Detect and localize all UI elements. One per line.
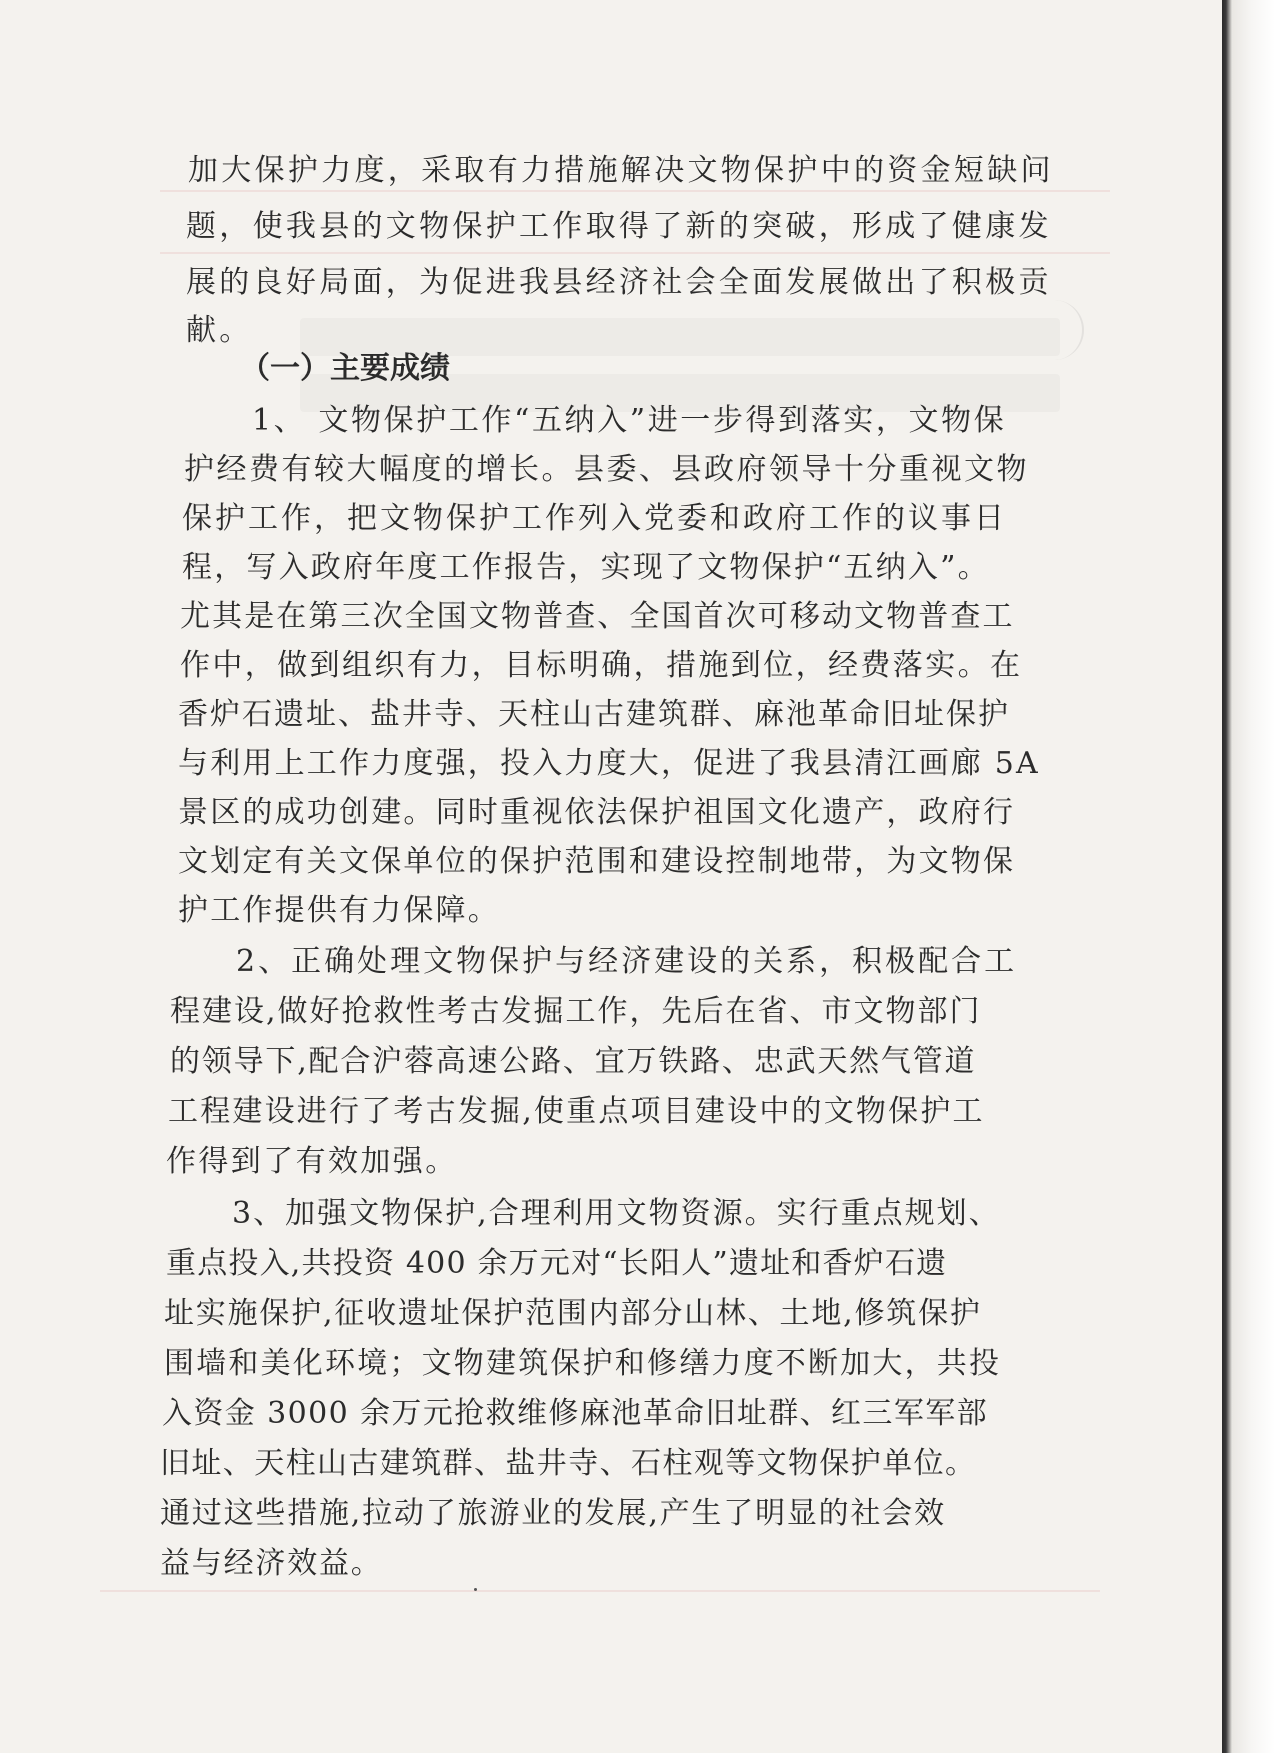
intro-line: 题，使我县的文物保护工作取得了新的突破，形成了健康发 [186, 209, 1052, 244]
item1-line: 1、 文物保护工作“五纳入”进一步得到落实，文物保 [252, 403, 1007, 438]
intro-line: 展的良好局面，为促进我县经济社会全面发展做出了积极贡 [186, 265, 1052, 300]
item2-line: 程建设,做好抢救性考古发掘工作，先后在省、市文物部门 [170, 994, 982, 1029]
item3-line: 益与经济效益。 [160, 1546, 383, 1581]
intro-line: 献。 [186, 313, 253, 348]
item1-line: 文划定有关文保单位的保护范围和建设控制地带，为文物保 [178, 844, 1016, 879]
bleed-through-arc [1048, 300, 1084, 360]
item1-line: 护经费有较大幅度的增长。县委、县政府领导十分重视文物 [184, 452, 1029, 487]
item2-line: 工程建设进行了考古发掘,使重点项目建设中的文物保护工 [168, 1094, 985, 1129]
bleed-through-line [160, 252, 1110, 254]
item1-line: 作中，做到组织有力，目标明确，措施到位，经费落实。在 [180, 648, 1023, 683]
item3-line: 围墙和美化环境；文物建筑保护和修缮力度不断加大，共投 [164, 1346, 1002, 1381]
item2-line: 2、正确处理文物保护与经济建设的关系，积极配合工 [236, 944, 1018, 979]
item1-line: 与利用上工作力度强，投入力度大，促进了我县清江画廊 5A [178, 746, 1040, 781]
item3-line: 旧址、天柱山古建筑群、盐井寺、石柱观等文物保护单位。 [160, 1446, 977, 1481]
intro-line: 加大保护力度，采取有力措施解决文物保护中的资金短缺问 [188, 153, 1054, 188]
scanner-edge-shadow [1222, 0, 1275, 1753]
item2-line: 的领导下,配合沪蓉高速公路、宜万铁路、忠武天然气管道 [170, 1044, 977, 1079]
item3-line: 址实施保护,征收遗址保护范围内部分山林、土地,修筑保护 [164, 1296, 982, 1331]
item1-line: 景区的成功创建。同时重视依法保护祖国文化遗产，政府行 [178, 795, 1016, 830]
section-heading: （一）主要成绩 [240, 351, 450, 386]
scan-speck [474, 1588, 477, 1591]
item3-line: 3、加强文物保护,合理利用文物资源。实行重点规划、 [232, 1196, 1001, 1231]
item3-line: 重点投入,共投资 400 余万元对“长阳人”遗址和香炉石遗 [166, 1246, 948, 1281]
item2-line: 作得到了有效加强。 [166, 1144, 458, 1179]
item3-line: 通过这些措施,拉动了旅游业的发展,产生了明显的社会效 [160, 1496, 946, 1531]
item1-line: 程，写入政府年度工作报告，实现了文物保护“五纳入”。 [182, 550, 990, 585]
item1-line: 保护工作，把文物保护工作列入党委和政府工作的议事日 [182, 501, 1007, 536]
item3-line: 入资金 3000 余万元抢救维修麻池革命旧址群、红三军军部 [162, 1396, 989, 1431]
item1-line: 香炉石遗址、盐井寺、天柱山古建筑群、麻池革命旧址保护 [178, 697, 1010, 732]
item1-line: 护工作提供有力保障。 [178, 893, 500, 928]
item1-line: 尤其是在第三次全国文物普查、全国首次可移动文物普查工 [180, 599, 1015, 634]
bleed-through-line [100, 1590, 1100, 1592]
